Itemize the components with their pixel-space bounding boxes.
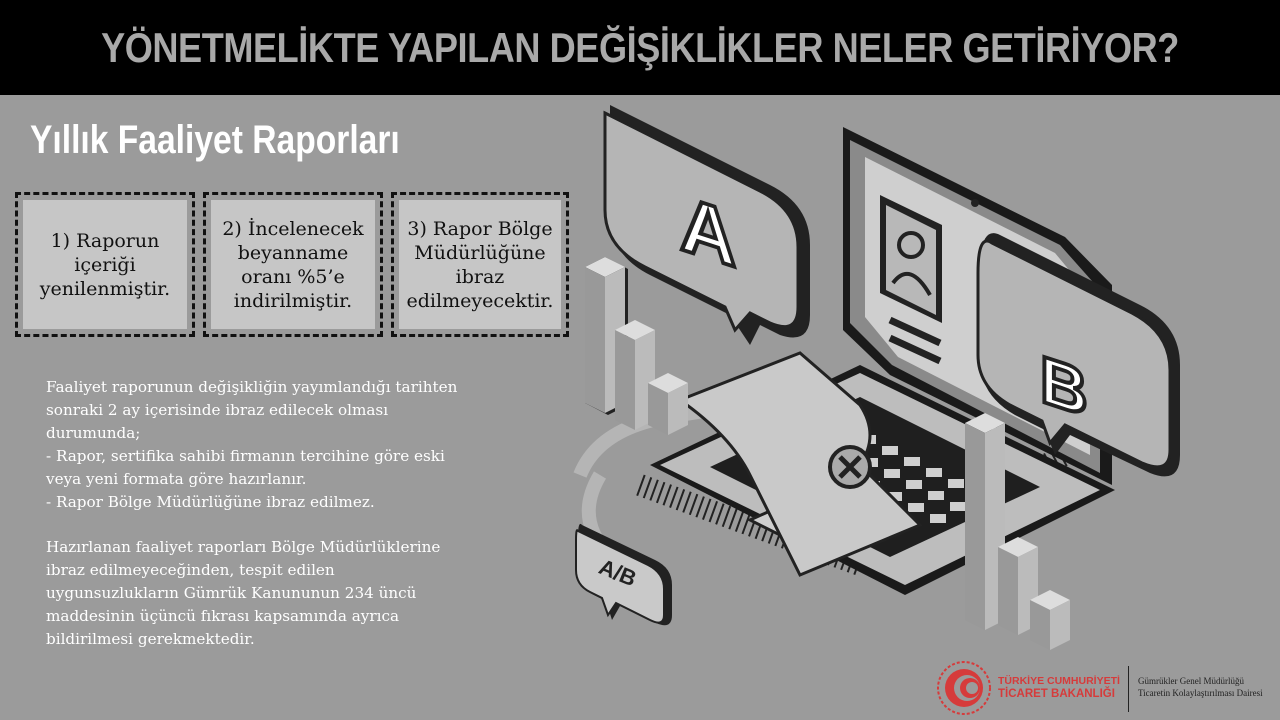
info-card-3-text bbox=[399, 200, 561, 329]
paragraph-line: - Rapor, sertifika sahibi firmanın tercihine göre eski bbox=[46, 447, 445, 465]
logo-line-1: TÜRKİYE CUMHURİYETİ bbox=[998, 675, 1120, 687]
card-line: edilmeyecektir. bbox=[406, 289, 554, 312]
logo-dept-2: Ticaretin Kolaylaştırılması Dairesi bbox=[1138, 688, 1263, 698]
paragraph-line: - Rapor Bölge Müdürlüğüne ibraz edilmez. bbox=[46, 493, 375, 511]
paragraph-transition bbox=[46, 376, 524, 514]
paragraph-line: sonraki 2 ay içerisinde ibraz edilecek olması bbox=[46, 401, 389, 419]
page-title: YÖNETMELİKTE YAPILAN DEĞİŞİKLİKLER NELER GETİRİYOR? bbox=[101, 24, 1179, 71]
card-line: indirilmiştir. bbox=[233, 289, 353, 312]
card-line: içeriği bbox=[74, 253, 136, 276]
paragraph-line: Faaliyet raporunun değişikliğin yayımlandığı tarihten bbox=[46, 378, 458, 396]
card-line: ibraz bbox=[455, 265, 505, 288]
card-line: 3) Rapor Bölge bbox=[407, 217, 553, 240]
card-line: beyanname bbox=[237, 241, 349, 264]
info-card-2-text bbox=[211, 200, 375, 329]
ministry-logo bbox=[936, 660, 1276, 716]
logo-dept-1: Gümrükler Genel Müdürlüğü bbox=[1138, 676, 1244, 686]
info-card-1 bbox=[15, 192, 195, 337]
logo-divider bbox=[1128, 666, 1129, 712]
paragraph-line: Hazırlanan faaliyet raporları Bölge Müdürlüklerine bbox=[46, 538, 441, 556]
card-line: 2) İncelenecek bbox=[222, 217, 364, 240]
card-line: yenilenmiştir. bbox=[39, 277, 171, 300]
header-bar bbox=[0, 0, 1280, 95]
paragraph-line: durumunda; bbox=[46, 424, 141, 442]
bubble-a bbox=[605, 105, 810, 345]
info-card-1-text bbox=[23, 200, 187, 329]
bubble-ab bbox=[576, 524, 672, 625]
section-title: Yıllık Faaliyet Raporları bbox=[30, 118, 400, 162]
paragraph-notification bbox=[46, 536, 514, 651]
paragraph-line: veya yeni formata göre hazırlanır. bbox=[46, 470, 307, 488]
bubble-a-letter: A bbox=[680, 178, 737, 284]
ministry-emblem-icon bbox=[936, 660, 992, 716]
paragraph-line: uygunsuzlukların Gümrük Kanununun 234 üncü bbox=[46, 584, 417, 602]
card-line: 1) Raporun bbox=[50, 229, 160, 252]
card-line: Müdürlüğüne bbox=[414, 241, 546, 264]
bubble-ab-label: A/B bbox=[595, 553, 641, 592]
logo-line-2: TİCARET BAKANLIĞI bbox=[998, 688, 1115, 700]
laptop-illustration bbox=[560, 95, 1280, 655]
card-line: oranı %5’e bbox=[241, 265, 345, 288]
info-card-3 bbox=[391, 192, 569, 337]
paragraph-line: ibraz edilmeyeceğinden, tespit edilen bbox=[46, 561, 335, 579]
bubble-b-letter: B bbox=[1040, 342, 1088, 432]
paragraph-line: maddesinin üçüncü fıkrası kapsamında ayrıca bbox=[46, 607, 400, 625]
info-card-2 bbox=[203, 192, 383, 337]
paragraph-line: bildirilmesi gerekmektedir. bbox=[46, 630, 255, 648]
